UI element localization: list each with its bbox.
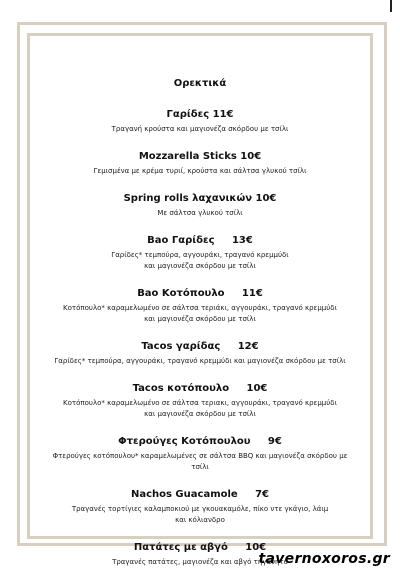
menu-item-description: Τραγανή κρούστα και μαγιονέζα σκόρδου με τσίλι <box>111 125 289 133</box>
corner-mark <box>390 0 392 12</box>
menu-item-name: Φτερούγες Κοτόπουλου 9€ <box>118 436 282 447</box>
menu-item <box>40 340 360 367</box>
menu-item-name: Mozzarella Sticks 10€ <box>138 151 262 162</box>
menu-content <box>40 78 360 583</box>
menu-item-name: Tacos κοτόπουλο 10€ <box>132 383 268 394</box>
menu-item <box>40 488 360 526</box>
menu-item-name: Πατάτες με αβγό 10€ <box>133 542 267 553</box>
menu-item-name: Spring rolls λαχανικών 10€ <box>123 193 277 204</box>
section-title: Ορεκτικά <box>173 78 227 89</box>
menu-item-description: Γαρίδες* τεμπούρα, αγγουράκι, τραγανό κρεμμύδι και μαγιονέζα σκόρδου με τσίλι <box>54 357 346 365</box>
menu-item <box>40 150 360 177</box>
site-watermark: tavernoxoros.gr <box>258 551 390 567</box>
menu-item-description: Γαρίδες* τεμπούρα, αγγουράκι, τραγανό κρεμμύδι και μαγιονέζα σκόρδου με τσίλι <box>111 251 289 270</box>
menu-item-name: Bao Γαρίδες 13€ <box>147 235 253 246</box>
menu-item-description: Τραγανές τορτίγιες καλαμποκιού με γκουακαμόλε, πίκο ντε γκάγιο, λάιμ και κόλιανδρο <box>71 505 329 524</box>
menu-item-description: Γεμισμένα με κρέμα τυριί, κρούστα και σάλτσα γλυκού τσίλι <box>93 167 307 175</box>
menu-item-name: Γαρίδες 11€ <box>166 109 234 120</box>
menu-item-name: Nachos Guacamole 7€ <box>130 489 270 500</box>
menu-item-description: Τραγανές πατάτες, μαγιονέζα και αβγό τηγανητό <box>112 558 288 566</box>
menu-item-description: Κοτόπουλο* καραμελωμένο σε σάλτσα τεριάκι, αγγουράκι, τραγανό κρεμμύδι και μαγιονέζα σκόρδου με τσίλι <box>63 304 337 323</box>
menu-item <box>40 435 360 473</box>
menu-item <box>40 287 360 325</box>
menu-item-name: Tacos γαρίδας 12€ <box>141 341 259 352</box>
menu-item <box>40 382 360 420</box>
menu-item <box>40 234 360 272</box>
menu-item-name: Bao Κοτόπουλο 11€ <box>137 288 263 299</box>
menu-item-description: Με σάλτσα γλυκού τσίλι <box>157 209 243 217</box>
menu-item-description: Κοτόπουλο* καραμελωμένο σε σάλτσα τεριακι, αγγουράκι, τραγανό κρεμμύδι και μαγιονέζα σκόρδου με τσίλι <box>63 399 337 418</box>
menu-item <box>40 108 360 135</box>
menu-item <box>40 192 360 219</box>
menu-item-description: Φτερούγες κοτόπουλου* καραμελωμένες σε σάλτσα BBQ και μαγιονέζα σκόρδου με τσίλι <box>52 452 348 471</box>
